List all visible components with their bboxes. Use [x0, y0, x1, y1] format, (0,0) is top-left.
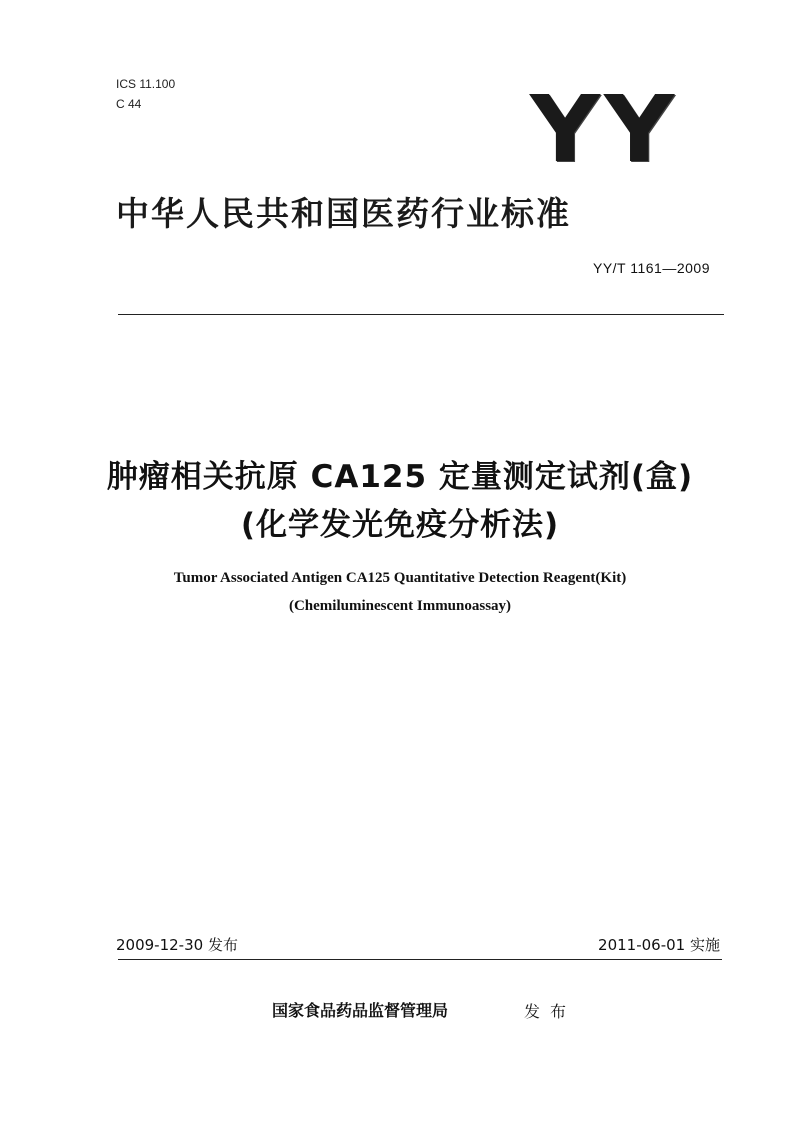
standard-category-title: 中华人民共和国医药行业标准 — [116, 194, 571, 233]
standard-number: YY/T 1161—2009 — [592, 260, 710, 276]
ics-code: ICS 11.100 — [116, 77, 176, 91]
ccs-code: C 44 — [116, 97, 142, 111]
chinese-title-line-2: (化学发光免疫分析法) — [240, 507, 560, 543]
top-divider — [118, 314, 724, 315]
english-title-line-2: (Chemiluminescent Immunoassay) — [288, 598, 512, 614]
implementation-date: 2011-06-01 实施 — [598, 936, 720, 954]
yy-logo: YY — [530, 76, 679, 183]
issue-date: 2009-12-30 发布 — [116, 936, 238, 954]
issue-verb: 发布 — [524, 1002, 577, 1021]
english-title-line-1: Tumor Associated Antigen CA125 Quantitative Detection Reagent(Kit) — [173, 570, 627, 586]
issuing-authority: 国家食品药品监督管理局 — [272, 1001, 449, 1020]
chinese-title-line-1: 肿瘤相关抗原 CA125 定量测定试剂(盒) — [106, 459, 694, 495]
bottom-divider — [118, 959, 722, 960]
